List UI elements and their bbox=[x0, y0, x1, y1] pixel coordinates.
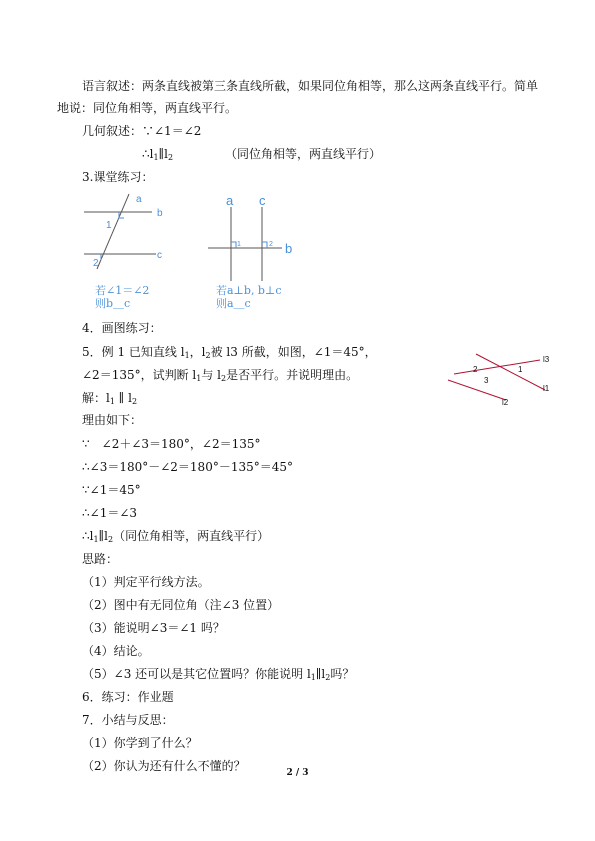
reflection-item: （1）你学到了什么？ bbox=[82, 736, 198, 750]
example-label-l2: l2 bbox=[502, 398, 509, 407]
fig1-question: 则b＿c bbox=[95, 297, 131, 310]
example-angle-1: 1 bbox=[518, 365, 523, 374]
thinking-item: （4）结论。 bbox=[82, 644, 150, 658]
geometric-statement: 几何叙述：∵∠1＝∠2 bbox=[82, 124, 202, 138]
fig2-label-b: b bbox=[285, 241, 293, 256]
example-angle-3: 3 bbox=[484, 376, 489, 385]
fig1-angle-2: 2 bbox=[93, 258, 99, 269]
section7-title: 7．小结与反思： bbox=[82, 713, 174, 727]
proof-step: ∴∠1＝∠3 bbox=[82, 506, 138, 520]
fig2-label-c: c bbox=[259, 193, 266, 208]
intro-line1: 语言叙述：两条直线被第三条直线所截，如果同位角相等，那么这两条直线平行。简单 bbox=[82, 79, 539, 93]
fig1-condition: 若∠1＝∠2 bbox=[95, 284, 150, 297]
intro-conclusion: $\therefore l_1\parallel l_2$ bbox=[142, 147, 174, 162]
example-label-l3: l3 bbox=[543, 355, 550, 364]
thinking-item: （1）判定平行线方法。 bbox=[82, 575, 210, 589]
figure-parallel-transversal bbox=[80, 190, 190, 270]
example-figure bbox=[440, 350, 560, 410]
proof-step: ∵∠1＝45° bbox=[82, 483, 141, 497]
section3-title: 3.课堂练习： bbox=[82, 170, 154, 184]
thinking-item: （3）能说明∠3＝∠1 吗？ bbox=[82, 621, 225, 635]
fig2-question: 则a＿c bbox=[216, 297, 251, 310]
fig2-angle-1: 1 bbox=[237, 241, 241, 248]
intro-line2: 地说：同位角相等，两直线平行。 bbox=[57, 101, 238, 115]
fig1-label-a: a bbox=[136, 194, 142, 205]
example-label-l1: l1 bbox=[543, 384, 550, 393]
thinking-item: （5）∠3 还可以是其它位置吗？你能说明 $l_1\parallel l_2$吗？ bbox=[82, 667, 355, 682]
fig2-label-a: a bbox=[226, 193, 234, 208]
example1-line1: 5．例 1 已知直线 $l_1$，$l_2$被 l3 所截，如图，∠1＝45°， bbox=[82, 345, 377, 360]
intro-conclusion-reason: （同位角相等，两直线平行） bbox=[225, 147, 382, 161]
figure-perpendicular-lines bbox=[205, 193, 305, 283]
reflection-item: （2）你认为还有什么不懂的？ bbox=[82, 759, 246, 773]
fig2-angle-2: 2 bbox=[269, 241, 273, 248]
fig1-angle-1: 1 bbox=[106, 220, 112, 231]
proof-step: ∵ ∠2＋∠3＝180°，∠2＝135° bbox=[82, 437, 261, 451]
fig1-label-b: b bbox=[157, 208, 163, 219]
section4-title: 4．画图练习： bbox=[82, 321, 162, 335]
thinking-item: （2）图中有无同位角（注∠3 位置） bbox=[82, 598, 280, 612]
proof-step: ∴∠3＝180°－∠2＝180°－135°＝45° bbox=[82, 460, 293, 474]
fig1-label-c: c bbox=[157, 250, 162, 261]
page-number: 2 / 3 bbox=[286, 768, 309, 778]
proof-conclusion: $\therefore l_1\parallel l_2$（同位角相等，两直线平行） bbox=[82, 529, 270, 544]
thinking-title: 思路： bbox=[82, 552, 119, 566]
example-angle-2: 2 bbox=[473, 365, 478, 374]
fig2-condition: 若a⊥b, b⊥c bbox=[216, 284, 282, 297]
section6-title: 6．练习：作业题 bbox=[82, 690, 174, 704]
solution-line: 解：$l_1$ ∥ $l_2$ bbox=[82, 391, 138, 406]
reason-title: 理由如下： bbox=[82, 413, 143, 427]
example1-line2: ∠2＝135°，试判断 $l_1$与 $l_2$是否平行。并说明理由。 bbox=[82, 368, 359, 383]
